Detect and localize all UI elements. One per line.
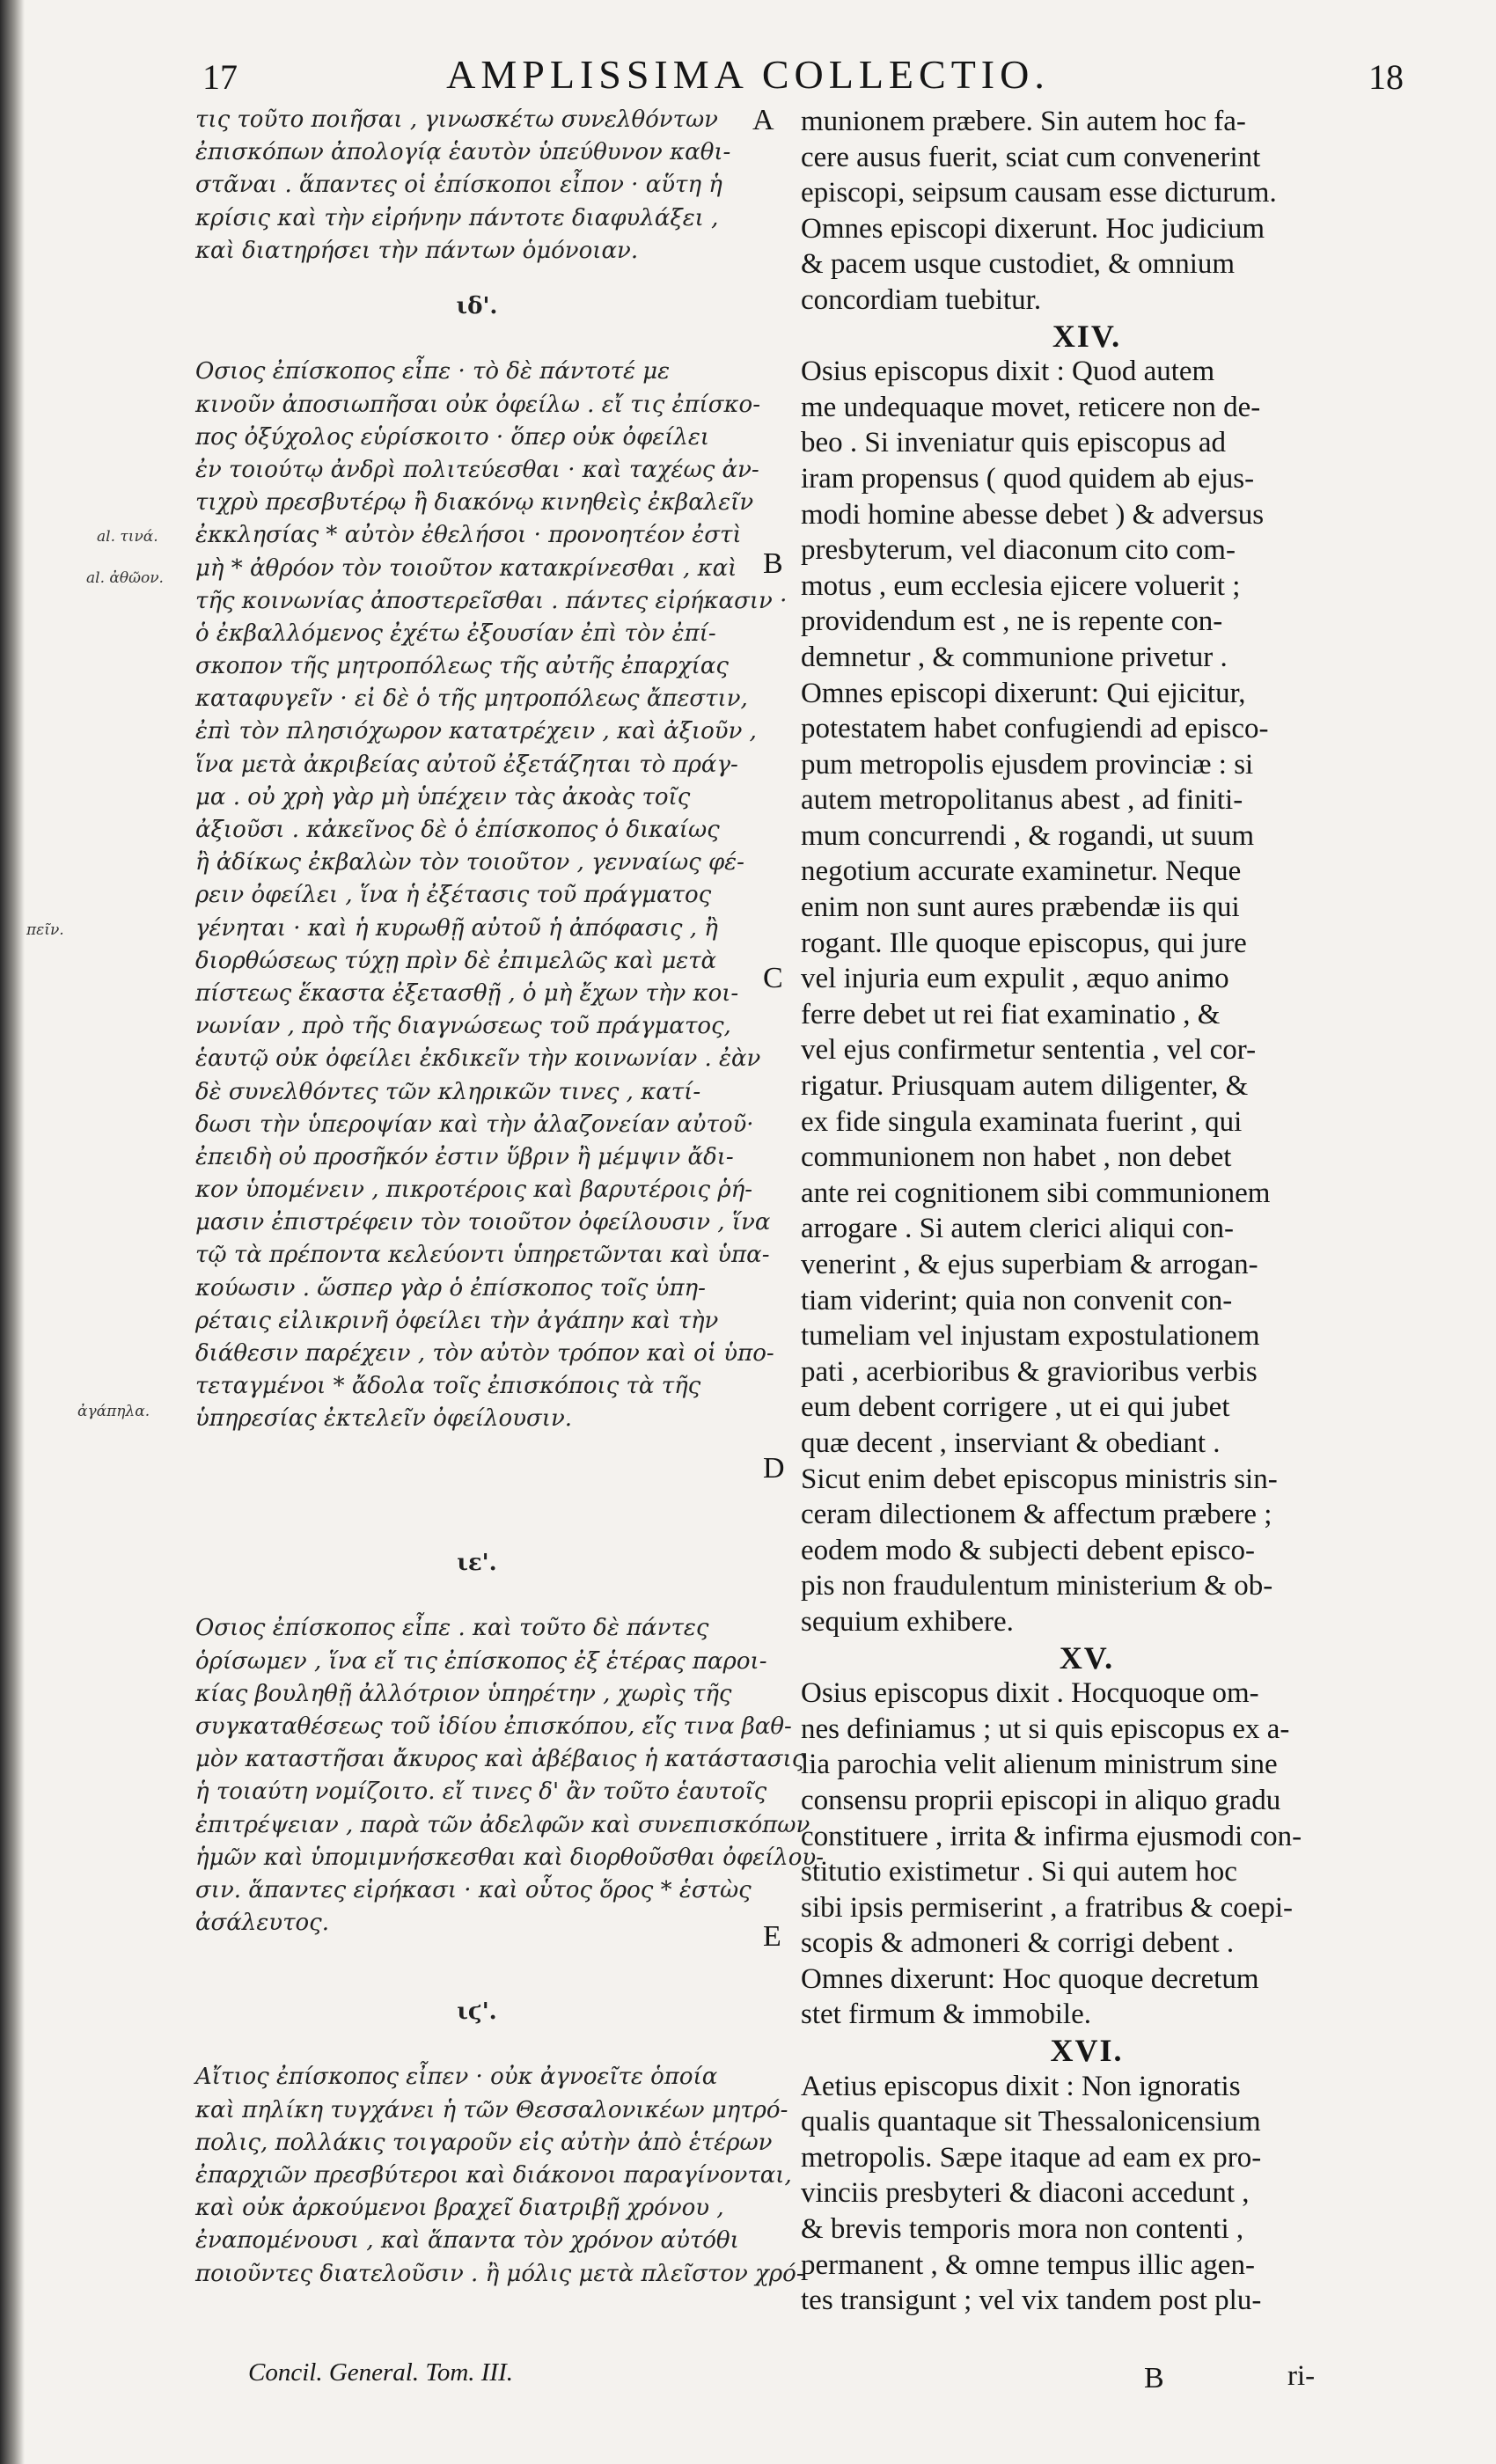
- latin-text-line: eodem modo & subjecti debent episco-: [801, 1534, 1255, 1566]
- latin-text-line: tiam viderint; quia non convenit con-: [801, 1284, 1233, 1316]
- column-marker-e: E: [763, 1920, 781, 1953]
- right-page-number: 18: [1368, 57, 1404, 97]
- greek-text-line: μασιν ἐπιστρέφειν τὸν τοιοῦτον ὀφείλουσιν , ἵνα: [195, 1209, 771, 1236]
- greek-text-line: νωνίαν , πρὸ τῆς διαγνώσεως τοῦ πράγματος,: [195, 1013, 731, 1040]
- latin-text-line: demnetur , & communione privetur .: [801, 641, 1228, 673]
- latin-text-line: Sicut enim debet episcopus ministris sin-: [801, 1463, 1278, 1495]
- latin-text-line: venerint , & ejus superbiam & arrogan-: [801, 1249, 1258, 1280]
- running-header: [0, 51, 1496, 104]
- latin-text-line: pis non fraudulentum ministerium & ob-: [801, 1570, 1273, 1602]
- greek-text-line: ὁ ἐκβαλλόμενος ἐχέτω ἐξουσίαν ἐπὶ τὸν ἐπί-: [195, 620, 716, 647]
- latin-text-line: munionem præbere. Sin autem hoc fa-: [801, 106, 1246, 137]
- greek-text-line: ὁρίσωμεν , ἵνα εἴ τις ἐπίσκοπος ἐξ ἑτέρας παροι-: [195, 1647, 767, 1675]
- greek-section-heading: ιε'.: [457, 1550, 497, 1576]
- latin-text-line: permanent , & omne tempus illic agen-: [801, 2248, 1255, 2281]
- greek-text-line: ρειν ὀφείλει , ἵνα ἡ ἐξέτασις τοῦ πράγματος: [195, 882, 712, 909]
- greek-text-line: ἐπειδὴ οὐ προσῆκόν ἐστιν ὕβριν ἢ μέμψιν ἄδι-: [195, 1143, 734, 1170]
- greek-text-line: τῷ τὰ πρέποντα κελεύοντι ὑπηρετῶνται καὶ ὑπα-: [195, 1242, 770, 1269]
- latin-text-line: & pacem usque custodiet, & omnium: [801, 248, 1236, 281]
- latin-text-line: qualis quantaque sit Thessalonicensium: [801, 2106, 1261, 2138]
- latin-text-line: concordiam tuebitur.: [801, 283, 1042, 316]
- greek-text-line: τις τοῦτο ποιῆσαι , γινωσκέτω συνελθόντων: [195, 106, 718, 133]
- latin-text-line: sequium exhibere.: [801, 1605, 1014, 1638]
- left-page-number: 17: [202, 57, 238, 97]
- latin-text-line: beo . Si inveniatur quis episcopus ad: [801, 427, 1227, 459]
- margin-note-4: ἀγάπηλα.: [77, 1403, 150, 1420]
- latin-text-line: quæ decent , inserviant & obediant .: [801, 1426, 1221, 1459]
- greek-text-line: ποιοῦντες διατελοῦσιν . ἢ μόλις μετὰ πλεῖστον χρό-: [195, 2260, 804, 2287]
- latin-text-line: scopis & admoneri & corrigi debent .: [801, 1927, 1235, 1960]
- greek-text-line: ἡ τοιαύτη νομίζοιτο. εἴ τινες δ' ἂν τοῦτο ἑαυτοῖς: [195, 1778, 767, 1806]
- margin-note-2: al. ἀθῶον.: [86, 569, 164, 587]
- latin-section-heading: XV.: [1059, 1639, 1115, 1676]
- latin-text-line: me undequaque movet, reticere non de-: [801, 391, 1261, 423]
- latin-column: [801, 104, 1373, 2319]
- greek-text-line: κινοῦν ἀποσιωπῆσαι οὐκ ὀφείλω . εἴ τις ἐπίσκο-: [195, 391, 760, 418]
- latin-text-line: vel ejus confirmetur sententia , vel cor-: [801, 1034, 1257, 1067]
- greek-text-line: ὑπηρεσίας ἐκτελεῖν ὀφείλουσιν.: [195, 1405, 573, 1433]
- greek-text-line: ρέταις εἰλικρινῆ ὀφείλει τὴν ἀγάπην καὶ τὴν: [195, 1307, 719, 1334]
- latin-text-line: tes transigunt ; vel vix tandem post plu-: [801, 2284, 1262, 2317]
- greek-text-line: ἀσάλευτος.: [195, 1910, 329, 1937]
- latin-text-line: cere ausus fuerit, sciat cum convenerint: [801, 141, 1261, 173]
- latin-text-line: episcopi, seipsum causam esse dicturum.: [801, 177, 1277, 209]
- latin-text-line: pati , acerbioribus & gravioribus verbis: [801, 1355, 1258, 1388]
- latin-text-line: communionem non habet , non debet: [801, 1141, 1232, 1174]
- latin-text-line: negotium accurate examinetur. Neque: [801, 855, 1242, 888]
- greek-text-line: δωσι τὴν ὑπεροψίαν καὶ τὴν ἀλαζονείαν αὐτοῦ·: [195, 1111, 754, 1138]
- latin-text-line: vinciis presbyteri & diaconi accedunt ,: [801, 2177, 1250, 2210]
- greek-text-line: ἐν τοιούτῳ ἀνδρὶ πολιτεύεσθαι · καὶ ταχέως ἀν-: [195, 456, 759, 483]
- greek-text-line: ἡμῶν καὶ ὑπομιμνήσκεσθαι καὶ διορθοῦσθαι ὀφείλου-: [195, 1844, 825, 1871]
- latin-text-line: stet firmum & immobile.: [801, 1998, 1091, 2031]
- latin-text-line: Omnes dixerunt: Hoc quoque decretum: [801, 1962, 1259, 1995]
- latin-text-line: rogant. Ille quoque episcopus, qui jure: [801, 927, 1247, 959]
- latin-text-line: tumeliam vel injustam expostulationem: [801, 1320, 1260, 1353]
- latin-text-line: vel injuria eum expulit , æquo animo: [801, 963, 1229, 995]
- greek-text-line: Οσιος ἐπίσκοπος εἶπε . καὶ τοῦτο δὲ πάντες: [195, 1615, 709, 1642]
- latin-section-heading: XVI.: [1050, 2033, 1124, 2069]
- greek-text-line: κίας βουληθῇ ἀλλότριον ὑπηρέτην , χωρὶς τῆς: [195, 1680, 732, 1707]
- latin-text-line: sibi ipsis permiserint , a fratribus & coepi-: [801, 1891, 1294, 1924]
- latin-text-line: pum metropolis ejusdem provinciæ : si: [801, 748, 1254, 781]
- greek-text-line: ἵνα μετὰ ἀκριβείας αὐτοῦ ἐξετάζηται τὸ πράγ-: [195, 751, 738, 778]
- greek-text-line: ἐκκλησίας * αὐτὸν ἐθελήσοι · προνοητέον ἐστὶ: [195, 522, 742, 549]
- latin-text-line: ex fide singula examinata fuerint , qui: [801, 1105, 1243, 1138]
- margin-note-1: al. τινά.: [97, 528, 158, 546]
- latin-section-heading: XIV.: [1052, 318, 1122, 354]
- latin-text-line: ferre debet ut rei fiat examinatio , &: [801, 998, 1221, 1030]
- margin-note-3: πεῖν.: [26, 921, 64, 939]
- latin-text-line: motus , eum ecclesia ejicere voluerit ;: [801, 569, 1241, 602]
- greek-text-line: ἐπαρχιῶν πρεσβύτεροι καὶ διάκονοι παραγίνονται,: [195, 2161, 792, 2189]
- greek-section-heading: ιϛ'.: [457, 1998, 497, 2025]
- latin-text-line: ceram dilectionem & affectum præbere ;: [801, 1499, 1272, 1531]
- latin-text-line: iram propensus ( quod quidem ab ejus-: [801, 462, 1255, 495]
- greek-text-line: διορθώσεως τύχῃ πρὶν δὲ ἐπιμελῶς καὶ μετὰ: [195, 947, 717, 974]
- greek-text-line: ἐπιτρέψειαν , παρὰ τῶν ἀδελφῶν καὶ συνεπισκόπων: [195, 1811, 810, 1838]
- latin-text-line: Aetius episcopus dixit : Non ignoratis: [801, 2070, 1241, 2102]
- signature-mark: B: [1144, 2362, 1164, 2394]
- source-citation: Concil. General. Tom. III.: [248, 2358, 513, 2387]
- column-marker-d: D: [763, 1452, 785, 1485]
- greek-section-14: [195, 290, 788, 1436]
- latin-text-line: potestatem habet confugiendi ad episco-: [801, 713, 1269, 745]
- column-marker-c: C: [763, 962, 783, 994]
- greek-section-16: [195, 1996, 804, 2291]
- greek-text-line: σκοπον τῆς μητροπόλεως τῆς αὐτῆς ἐπαρχίας: [195, 653, 729, 680]
- latin-text-line: stitutio existimetur . Si qui autem hoc: [801, 1856, 1237, 1888]
- greek-text-line: στᾶναι . ἅπαντες οἱ ἐπίσκοποι εἶπον · αὕτη ἡ: [195, 172, 722, 199]
- greek-text-line: ἐναπομένουσι , καὶ ἅπαντα τὸν χρόνον αὐτόθι: [195, 2227, 739, 2255]
- greek-text-line: σιν. ἅπαντες εἰρήκασι · καὶ οὗτος ὅρος * ἑστὼς: [195, 1876, 752, 1903]
- greek-text-line: ἢ ἀδίκως ἐκβαλὼν τὸν τοιοῦτον , γενναίως φέ-: [195, 849, 744, 876]
- greek-text-line: καὶ οὐκ ἀρκούμενοι βραχεῖ διατριβῇ χρόνου ,: [195, 2195, 724, 2222]
- greek-text-line: ἐπισκόπων ἀπολογίᾳ ἑαυτὸν ὑπεύθυνον καθι-: [195, 139, 731, 166]
- greek-text-line: μὴ * ἀθρόον τὸν τοιοῦτον κατακρίνεσθαι , καὶ: [195, 554, 737, 582]
- column-marker-a: A: [752, 104, 774, 136]
- greek-text-line: τεταγμένοι * ἄδολα τοῖς ἐπισκόποις τὰ τῆς: [195, 1373, 701, 1400]
- greek-section-13-end: [195, 104, 759, 268]
- greek-text-line: καταφυγεῖν · εἰ δὲ ὁ τῆς μητροπόλεως ἄπεστιν,: [195, 686, 748, 713]
- latin-text-line: eum debent corrigere , ut ei qui jubet: [801, 1391, 1230, 1424]
- latin-text-line: providendum est , ne is repente con-: [801, 605, 1223, 638]
- latin-text-line: mum concurrendi , & rogandi, ut suum: [801, 819, 1255, 852]
- latin-text-line: Omnes episcopi dixerunt. Hoc judicium: [801, 212, 1265, 245]
- latin-text-line: modi homine abesse debet ) & adversus: [801, 498, 1265, 531]
- greek-text-line: δὲ συνελθόντες τῶν κληρικῶν τινες , κατί-: [195, 1078, 701, 1105]
- latin-text-line: constituere , irrita & infirma ejusmodi con-: [801, 1820, 1302, 1852]
- latin-text-line: autem metropolitanus abest , ad finiti-: [801, 784, 1243, 817]
- greek-text-line: πίστεως ἕκαστα ἐξετασθῇ , ὁ μὴ ἔχων τὴν κοι-: [195, 979, 739, 1007]
- greek-text-line: συγκαταθέσεως τοῦ ἰδίου ἐπισκόπου, εἴς τινα βαθ-: [195, 1712, 792, 1740]
- column-marker-b: B: [763, 547, 783, 580]
- latin-text-line: lia parochia velit alienum ministrum sine: [801, 1749, 1278, 1781]
- greek-text-line: κρίσις καὶ τὴν εἰρήνην πάντοτε διαφυλάξει ,: [195, 204, 719, 231]
- latin-text-line: metropolis. Sæpe itaque ad eam ex pro-: [801, 2141, 1262, 2174]
- latin-text-line: enim non sunt aures præbendæ iis qui: [801, 891, 1240, 924]
- latin-text-line: consensu proprii episcopi in aliquo gradu: [801, 1784, 1281, 1816]
- greek-text-line: τῆς κοινωνίας ἀποστερεῖσθαι . πάντες εἰρήκασιν ·: [195, 587, 788, 614]
- greek-text-line: διάθεσιν παρέχειν , τὸν αὐτὸν τρόπον καὶ οἱ ὑπο-: [195, 1340, 774, 1367]
- latin-text-line: presbyterum, vel diaconum cito com-: [801, 534, 1236, 567]
- latin-text-line: Omnes episcopi dixerunt: Qui ejicitur,: [801, 677, 1246, 709]
- greek-text-line: πος ὀξύχολος εὑρίσκοιτο · ὅπερ οὐκ ὀφείλει: [195, 423, 710, 451]
- greek-text-line: Αἴτιος ἐπίσκοπος εἶπεν · οὐκ ἀγνοεῖτε ὁποία: [195, 2064, 718, 2091]
- greek-text-line: καὶ πηλίκη τυγχάνει ἡ τῶν Θεσσαλονικέων μητρό-: [195, 2096, 788, 2123]
- greek-text-line: μὸν καταστῆσαι ἄκυρος καὶ ἀβέβαιος ἡ κατάστασις: [195, 1746, 805, 1773]
- greek-text-line: ἀξιοῦσι . κἀκεῖνος δὲ ὁ ἐπίσκοπος ὁ δικαίως: [195, 817, 720, 843]
- latin-text-line: rigatur. Priusquam autem diligenter, &: [801, 1070, 1249, 1103]
- latin-text-line: Osius episcopus dixit . Hocquoque om-: [801, 1677, 1259, 1710]
- page-title: AMPLISSIMA COLLECTIO.: [446, 52, 1050, 97]
- latin-text-line: & brevis temporis mora non contenti ,: [801, 2213, 1244, 2246]
- greek-text-line: κον ὑπομένειν , πικροτέροις καὶ βαρυτέροις ῥή-: [195, 1177, 752, 1204]
- greek-text-line: καὶ διατηρήσει τὴν πάντων ὁμόνοιαν.: [195, 237, 639, 264]
- greek-text-line: τιχρὺ πρεσβυτέρῳ ἢ διακόνῳ κινηθεὶς ἐκβαλεῖν: [195, 489, 754, 517]
- binding-gutter-shadow: [0, 0, 25, 2464]
- greek-text-line: ἐπὶ τὸν πλησιόχωρον κατατρέχειν , καὶ ἀξιοῦν ,: [195, 718, 757, 745]
- greek-text-line: γένηται · καὶ ἡ κυρωθῇ αὐτοῦ ἡ ἀπόφασις , ἢ: [195, 914, 718, 942]
- catchword: ri-: [1287, 2360, 1316, 2392]
- greek-text-line: πολις, πολλάκις τοιγαροῦν εἰς αὐτὴν ἀπὸ ἑτέρων: [195, 2129, 773, 2156]
- latin-text-line: nes definiamus ; ut si quis episcopus ex a-: [801, 1712, 1290, 1745]
- greek-section-heading: ιδ'.: [456, 293, 498, 319]
- greek-section-15: [195, 1547, 825, 1940]
- latin-text-line: ante rei cognitionem sibi communionem: [801, 1177, 1271, 1209]
- greek-text-line: ἑαυτῷ οὐκ ὀφείλει ἐκδικεῖν τὴν κοινωνίαν . ἐὰν: [195, 1045, 761, 1073]
- greek-text-line: μα . οὐ χρὴ γὰρ μὴ ὑπέχειν τὰς ἀκοὰς τοῖς: [195, 783, 691, 810]
- greek-text-line: κούωσιν . ὥσπερ γὰρ ὁ ἐπίσκοπος τοῖς ὑπη-: [195, 1274, 706, 1302]
- latin-text-line: Osius episcopus dixit : Quod autem: [801, 356, 1215, 388]
- greek-text-line: Οσιος ἐπίσκοπος εἶπε · τὸ δὲ πάντοτέ με: [195, 358, 671, 385]
- latin-text-line: arrogare . Si autem clerici aliqui con-: [801, 1213, 1235, 1245]
